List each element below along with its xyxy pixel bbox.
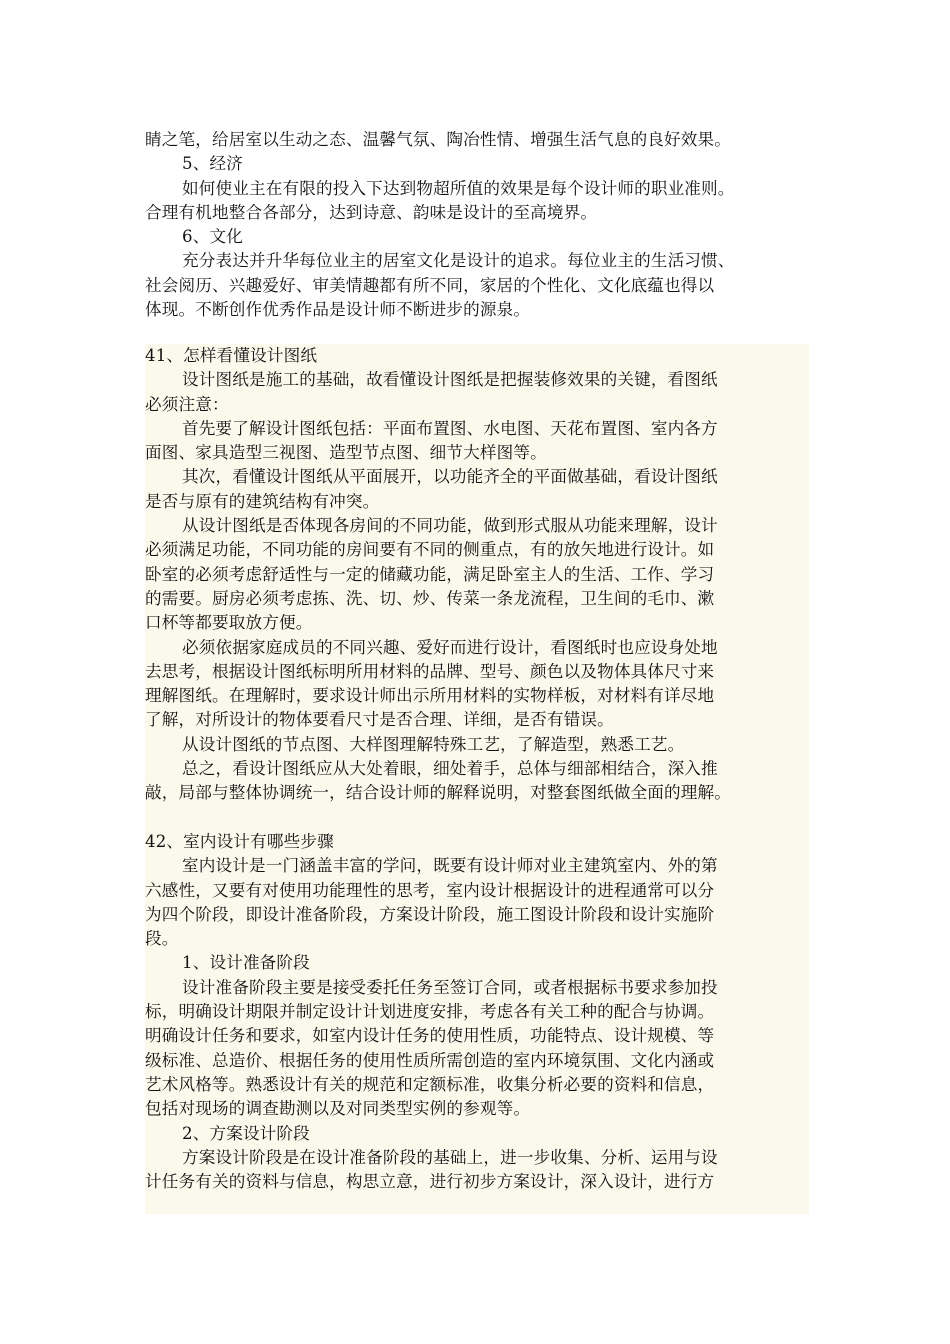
- text-line: 总之，看设计图纸应从大处着眼，细处着手，总体与细部相结合，深入推: [182, 759, 718, 779]
- text-line: 其次，看懂设计图纸从平面展开，以功能齐全的平面做基础，看设计图纸: [182, 467, 718, 487]
- text-line: 明确设计任务和要求，如室内设计任务的使用性质，功能特点、设计规模、等: [145, 1026, 715, 1046]
- text-line: 42、室内设计有哪些步骤: [145, 831, 334, 851]
- text-line: 从设计图纸的节点图、大样图理解特殊工艺，了解造型，熟悉工艺。: [182, 734, 685, 754]
- text-line: 1、设计准备阶段: [182, 953, 310, 973]
- text-line: 级标准、总造价、根据任务的使用性质所需创造的室内环境氛围、文化内涵或: [145, 1050, 715, 1070]
- text-line: 去思考，根据设计图纸标明所用材料的品牌、型号、颜色以及物体具体尺寸来: [145, 661, 715, 681]
- text-line: 的需要。厨房必须考虑拣、洗、切、炒、传菜一条龙流程，卫生间的毛巾、漱: [145, 588, 715, 608]
- text-line: 首先要了解设计图纸包括：平面布置图、水电图、天花布置图、室内各方: [182, 418, 718, 438]
- text-line: 必须满足功能，不同功能的房间要有不同的侧重点，有的放矢地进行设计。如: [145, 540, 715, 560]
- text-line: 2、方案设计阶段: [182, 1123, 310, 1143]
- text-line: 设计准备阶段主要是接受委托任务至签订合同，或者根据标书要求参加投: [182, 977, 718, 997]
- text-line: 充分表达并升华每位业主的居室文化是设计的追求。每位业主的生活习惯、: [182, 251, 735, 271]
- text-line: 口杯等都要取放方便。: [145, 613, 313, 633]
- top-text-block: [145, 128, 809, 322]
- text-line: 六感性，又要有对使用功能理性的思考，室内设计根据设计的进程通常可以分: [145, 880, 715, 900]
- text-line: 从设计图纸是否体现各房间的不同功能，做到形式服从功能来理解，设计: [182, 516, 718, 536]
- text-line: 敲，局部与整体协调统一，结合设计师的解释说明，对整套图纸做全面的理解。: [145, 783, 732, 803]
- text-line: 必须依据家庭成员的不同兴趣、爱好而进行设计，看图纸时也应设身处地: [182, 637, 718, 657]
- blank-line: [145, 806, 809, 830]
- text-line: 室内设计是一门涵盖丰富的学问，既要有设计师对业主建筑室内、外的第: [182, 856, 718, 876]
- text-line: 理解图纸。在理解时，要求设计师出示所用材料的实物样板，对材料有详尽地: [145, 686, 715, 706]
- text-line: 如何使业主在有限的投入下达到物超所值的效果是每个设计师的职业准则。: [182, 178, 735, 198]
- text-line: 卧室的必须考虑舒适性与一定的储藏功能，满足卧室主人的生活、工作、学习: [145, 564, 715, 584]
- text-line: 必须注意：: [145, 394, 229, 414]
- text-line: 睛之笔，给居室以生动之态、温馨气氛、陶冶性情、增强生活气息的良好效果。: [145, 130, 732, 149]
- text-line: 了解，对所设计的物体要看尺寸是否合理、详细，是否有错误。: [145, 710, 614, 730]
- text-line: 艺术风格等。熟悉设计有关的规范和定额标准，收集分析必要的资料和信息，: [145, 1074, 715, 1094]
- text-line: 计任务有关的资料与信息，构思立意，进行初步方案设计，深入设计，进行方: [145, 1172, 715, 1192]
- text-line: 6、文化: [182, 227, 243, 247]
- text-line: 合理有机地整合各部分，达到诗意、韵味是设计的至高境界。: [145, 202, 598, 222]
- shaded-text-block: [145, 344, 809, 1214]
- text-line: 面图、家具造型三视图、造型节点图、细节大样图等。: [145, 443, 547, 463]
- text-line: 社会阅历、兴趣爱好、审美情趣都有所不同，家居的个性化、文化底蕴也得以: [145, 275, 715, 295]
- text-line: 段。: [145, 929, 179, 949]
- text-line: 5、经济: [182, 154, 243, 174]
- text-line: 为四个阶段，即设计准备阶段，方案设计阶段，施工图设计阶段和设计实施阶: [145, 904, 715, 924]
- text-line: 方案设计阶段是在设计准备阶段的基础上，进一步收集、分析、运用与设: [182, 1147, 718, 1167]
- text-line: 是否与原有的建筑结构有冲突。: [145, 491, 380, 511]
- text-line: 体现。不断创作优秀作品是设计师不断进步的源泉。: [145, 300, 531, 320]
- text-line: 包括对现场的调查勘测以及对同类型实例的参观等。: [145, 1099, 531, 1119]
- text-line: 标，明确设计期限并制定设计计划进度安排，考虑各有关工种的配合与协调。: [145, 1002, 715, 1022]
- text-line: 设计图纸是施工的基础，故看懂设计图纸是把握装修效果的关键，看图纸: [182, 370, 718, 390]
- text-line: 41、怎样看懂设计图纸: [145, 346, 318, 365]
